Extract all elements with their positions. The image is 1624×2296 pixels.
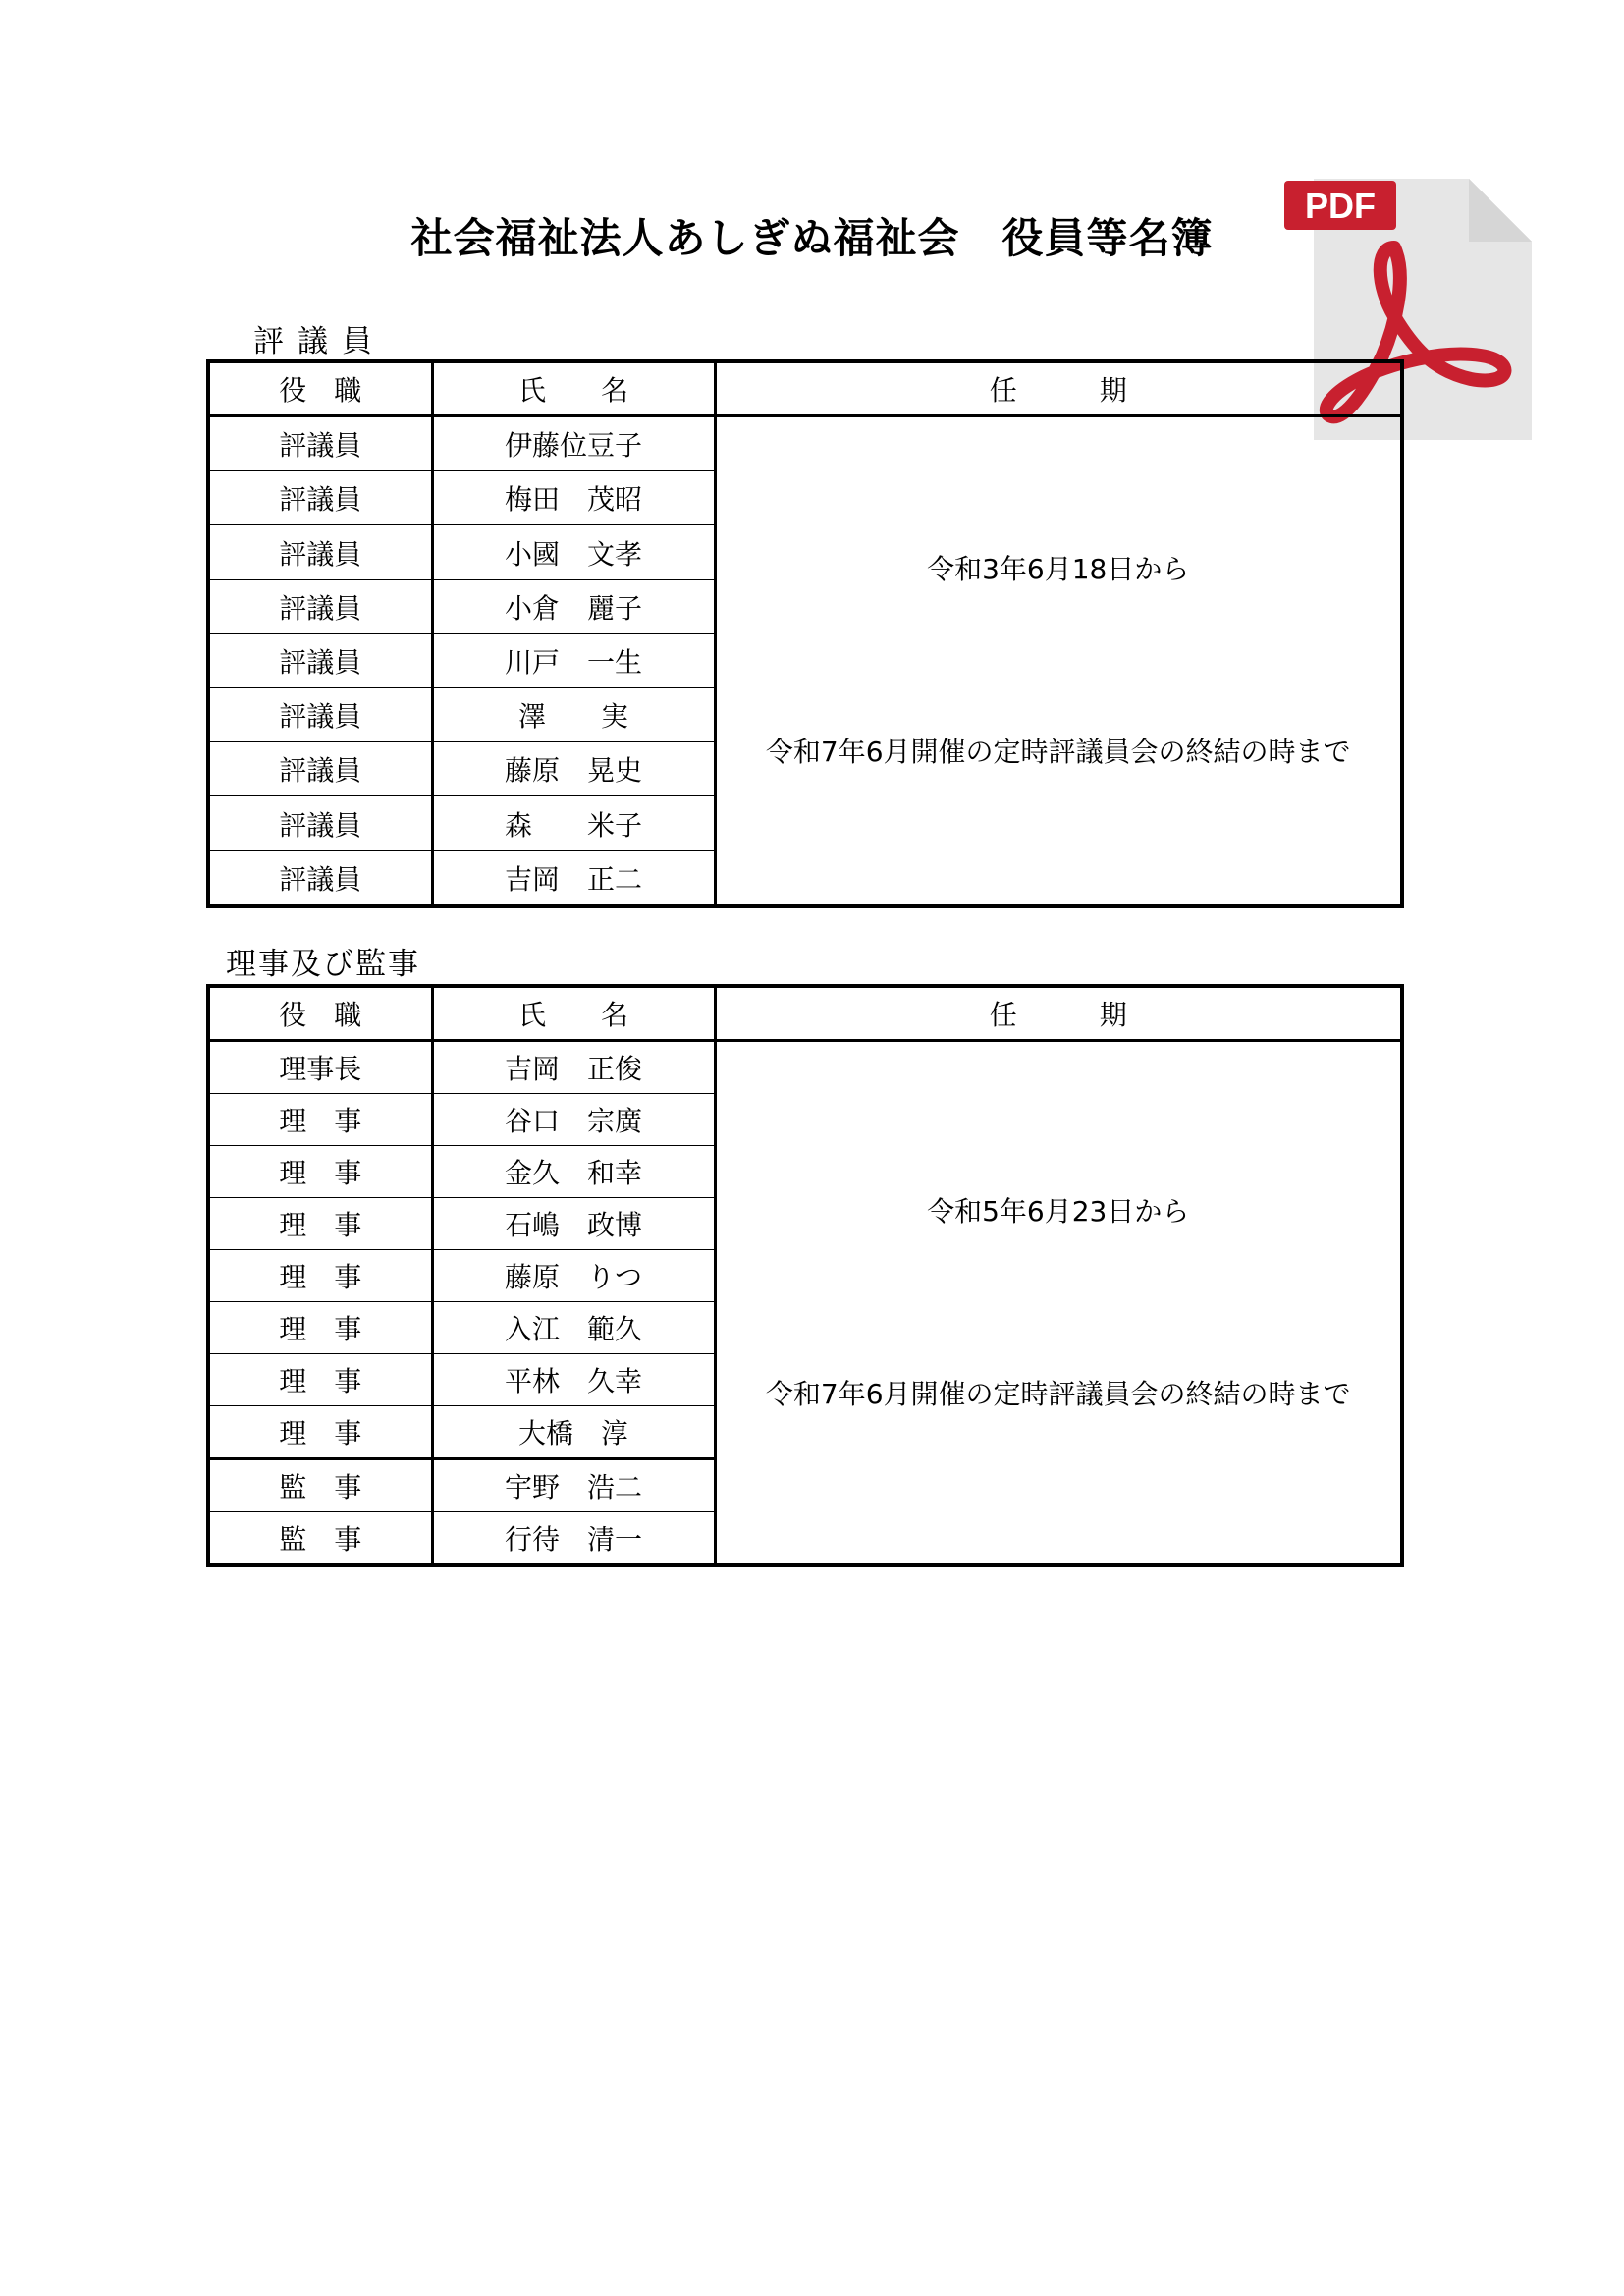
name-cell: 大橋 淳 xyxy=(432,1406,715,1459)
term-cell xyxy=(715,1041,1402,1566)
role-cell: 評議員 xyxy=(208,796,432,850)
table-row xyxy=(208,416,1402,471)
name-cell: 川戸 一生 xyxy=(432,633,715,687)
name-cell: 行待 清一 xyxy=(432,1512,715,1566)
header-role: 役 職 xyxy=(208,361,432,416)
role-cell: 理事長 xyxy=(208,1041,432,1094)
name-cell: 伊藤位豆子 xyxy=(432,416,715,471)
pdf-badge-label: PDF xyxy=(1305,186,1376,226)
page-title: 社会福祉法人あしぎぬ福祉会 役員等名簿 xyxy=(410,214,1214,262)
name-cell: 小倉 麗子 xyxy=(432,579,715,633)
role-cell: 評議員 xyxy=(208,850,432,906)
term-cell xyxy=(715,416,1402,907)
role-cell: 理 事 xyxy=(208,1250,432,1302)
table-header-row xyxy=(208,361,1402,416)
name-cell: 宇野 浩二 xyxy=(432,1459,715,1512)
term-until: 令和7年6月開催の定時評議員会の終結の時まで xyxy=(765,736,1351,768)
role-cell: 評議員 xyxy=(208,471,432,525)
header-name: 氏 名 xyxy=(432,361,715,416)
role-cell: 監 事 xyxy=(208,1512,432,1566)
name-cell: 金久 和幸 xyxy=(432,1146,715,1198)
name-cell: 平林 久幸 xyxy=(432,1354,715,1406)
role-cell: 理 事 xyxy=(208,1094,432,1146)
role-cell: 評議員 xyxy=(208,525,432,579)
name-cell: 藤原 晃史 xyxy=(432,742,715,796)
name-cell: 森 米子 xyxy=(432,796,715,850)
term-from: 令和3年6月18日から xyxy=(927,553,1190,585)
role-cell: 評議員 xyxy=(208,579,432,633)
header-term: 任 期 xyxy=(715,361,1402,416)
name-cell: 澤 実 xyxy=(432,688,715,742)
directors-table xyxy=(206,984,1404,1567)
role-cell: 評議員 xyxy=(208,416,432,471)
role-cell: 評議員 xyxy=(208,742,432,796)
role-cell: 評議員 xyxy=(208,688,432,742)
role-cell: 監 事 xyxy=(208,1459,432,1512)
table-header-row xyxy=(208,986,1402,1041)
name-cell: 石嶋 政博 xyxy=(432,1198,715,1250)
table-row xyxy=(208,1041,1402,1094)
councilors-table xyxy=(206,359,1404,908)
term-until: 令和7年6月開催の定時評議員会の終結の時まで xyxy=(765,1377,1351,1410)
header-name: 氏 名 xyxy=(432,986,715,1041)
role-cell: 理 事 xyxy=(208,1302,432,1354)
name-cell: 入江 範久 xyxy=(432,1302,715,1354)
role-cell: 理 事 xyxy=(208,1406,432,1459)
name-cell: 梅田 茂昭 xyxy=(432,471,715,525)
term-from: 令和5年6月23日から xyxy=(927,1194,1190,1228)
councilors-section-label: 評議員 xyxy=(253,324,386,359)
role-cell: 理 事 xyxy=(208,1198,432,1250)
name-cell: 吉岡 正俊 xyxy=(432,1041,715,1094)
header-role: 役 職 xyxy=(208,986,432,1041)
directors-section-label: 理事及び監事 xyxy=(226,947,420,982)
name-cell: 藤原 りつ xyxy=(432,1250,715,1302)
role-cell: 評議員 xyxy=(208,633,432,687)
name-cell: 小國 文孝 xyxy=(432,525,715,579)
name-cell: 吉岡 正二 xyxy=(432,850,715,906)
role-cell: 理 事 xyxy=(208,1354,432,1406)
role-cell: 理 事 xyxy=(208,1146,432,1198)
header-term: 任 期 xyxy=(715,986,1402,1041)
name-cell: 谷口 宗廣 xyxy=(432,1094,715,1146)
